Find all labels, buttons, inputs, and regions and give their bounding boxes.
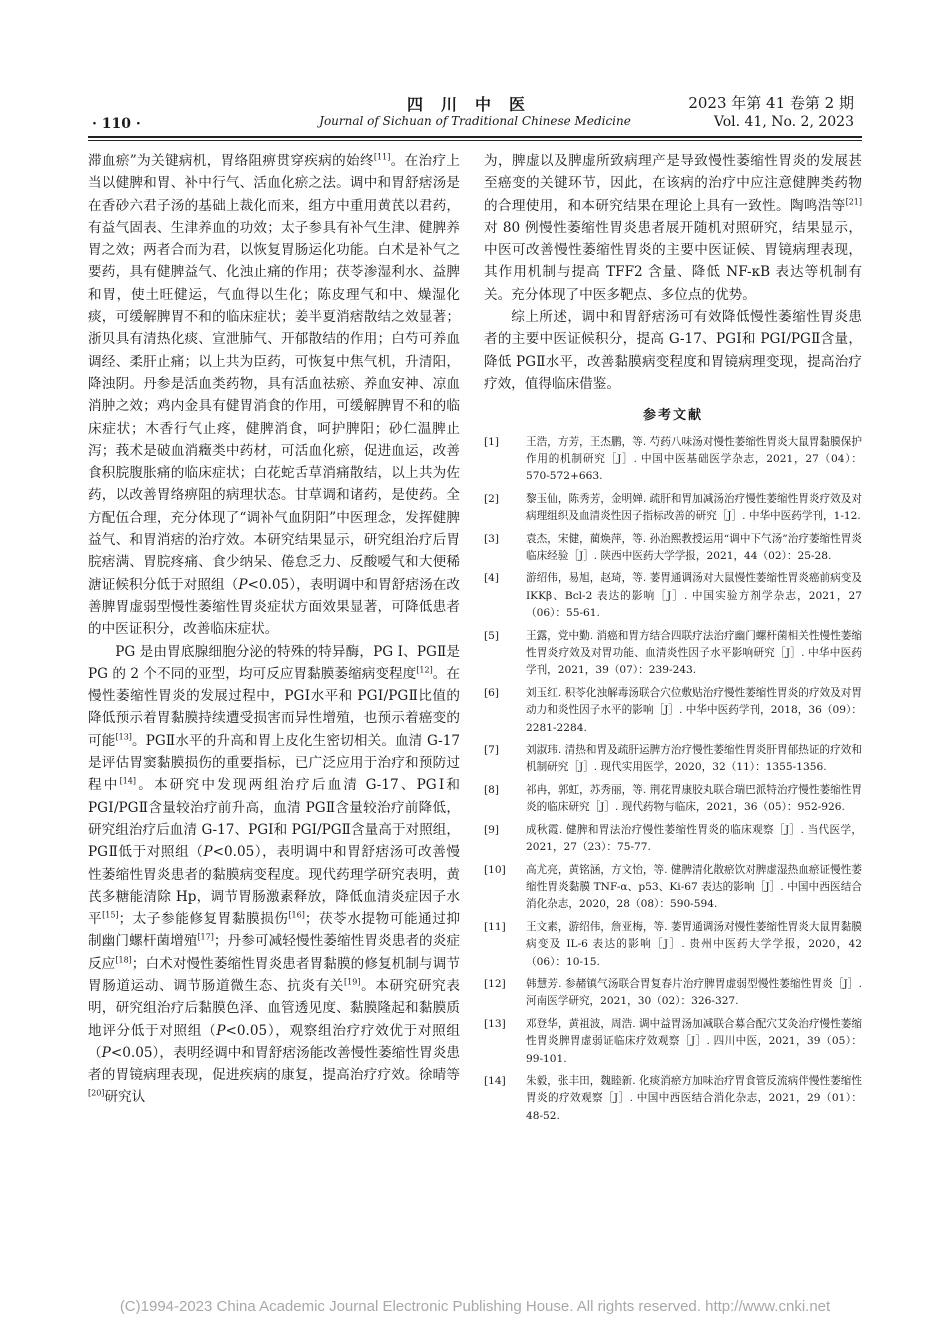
reference-text: 黎玉仙，陈秀芳，金明婵. 疏肝和胃加减汤治疗慢性萎缩性胃炎疗效及对病理组织及血清炎性因子指标改善的研究［J］. 中华中医药学刊，1-12. bbox=[526, 492, 862, 523]
reference-number: [11] bbox=[484, 920, 506, 933]
reference-number: [13] bbox=[484, 1017, 506, 1030]
reference-text: 王文素，游绍伟，詹亚梅，等. 萎胃通调汤对慢性萎缩性胃炎大鼠胃黏膜病变及 IL-6 表达的影响［J］. 贵州中医药大学学报，2020，42（06）：10-15. bbox=[526, 920, 862, 968]
reference-number: [8] bbox=[484, 783, 500, 796]
citation[interactable]: [13] bbox=[115, 732, 132, 742]
page-number: · 110 · bbox=[92, 116, 141, 132]
reference-number: [9] bbox=[484, 823, 500, 836]
reference-text: 袁杰，宋健，蔺焕萍，等. 孙治熙教授运用“调中下气汤”治疗萎缩性胃炎临床经验［J］. 陕西中医药大学学报，2021，44（02）：25-28. bbox=[526, 532, 862, 562]
reference-number: [5] bbox=[484, 629, 500, 642]
body-paragraph: PG 是由胃底腺细胞分泌的特殊的特异酶，PG Ⅰ、PGⅡ是 PG 的 2 个不同的亚型，均可反应胃黏膜萎缩病变程度[12]。在慢性萎缩性胃炎的发展过程中，PGⅠ水平和 PGⅠ/PGⅡ比值的降低预示着胃黏膜持续遭受损害而异性增殖，也预示着癌变的可能[13]。PGⅡ水平的升高和胃上皮化生密切相关。血清 G-17 是评估胃窦黏膜损伤的重要指标，已广泛应用于治疗和预防过程中[14]。本研究中发现两组治疗后血清 G-17、PGⅠ和 PGⅠ/PGⅡ含量较治疗前升高，血清 PGⅡ含量较治疗前降低，研究组治疗后血清 G-17、PGⅠ和 PGⅠ/PGⅡ含量高于对照组，PGⅡ低于对照组（P<0.05），表明调中和胃舒痞汤可改善慢性萎缩性胃炎患者的黏膜病变程度。现代药理学研究表明，黄芪多糖能清除 Hp，调节胃肠激素释放，降低血清炎症因子水平[15]；太子参能修复胃黏膜损伤[16]；茯苓水提物可能通过抑制幽门螺杆菌增殖[17]；丹参可减轻慢性萎缩性胃炎患者的炎症反应[18]；白术对慢性萎缩性胃炎患者胃黏膜的修复机制与调节胃肠道运动、调节肠道微生态、抗炎有关[19]。本研究研究表明，研究组治疗后黏膜色泽、血管透见度、黏膜隆起和黏膜质地评分低于对照组（P<0.05），观察组治疗疗效优于对照组（P<0.05），表明经调中和胃舒痞汤能改善慢性萎缩性胃炎患者的胃镜病理表现，促进疾病的康复，提高治疗疗效。徐晴等[20]研究认 bbox=[88, 643, 461, 1106]
reference-number: [12] bbox=[484, 977, 506, 990]
reference-item bbox=[484, 1016, 862, 1068]
right-column bbox=[484, 150, 862, 1130]
citation[interactable]: [15] bbox=[102, 910, 119, 920]
reference-item bbox=[484, 628, 862, 680]
reference-text: 成秋霞. 健脾和胃法治疗慢性萎缩性胃炎的临床观察［J］. 当代医学，2021，27（23）：75-77. bbox=[526, 823, 862, 854]
citation[interactable]: [21] bbox=[845, 197, 862, 207]
citation[interactable]: [20] bbox=[88, 1088, 105, 1098]
reference-item bbox=[484, 976, 862, 1011]
journal-title-en: Journal of Sichuan of Traditional Chinese Medicine bbox=[319, 114, 631, 128]
reference-text: 王露，党中勤. 消癌和胃方结合四联疗法治疗幽门螺杆菌相关性慢性萎缩性胃炎疗效及对胃功能、血清炎性因子水平影响研究［J］. 中华中医药学刊，2021，39（07）：239-243. bbox=[526, 629, 862, 677]
reference-text: 游绍伟，易旭，赵琦，等. 萎胃通调汤对大鼠慢性萎缩性胃炎癌前病变及 IKKβ、Bcl-2 表达的影响［J］. 中国实验方剂学杂志，2021，27（06）：55-61. bbox=[526, 572, 862, 620]
reference-number: [4] bbox=[484, 572, 500, 585]
reference-number: [3] bbox=[484, 532, 500, 545]
journal-title-cn: 四川中医 bbox=[406, 95, 543, 114]
reference-item bbox=[484, 742, 862, 777]
reference-number: [2] bbox=[484, 492, 500, 505]
reference-item bbox=[484, 822, 862, 857]
left-column bbox=[88, 150, 460, 1109]
citation[interactable]: [14] bbox=[119, 776, 136, 786]
citation[interactable]: [12] bbox=[416, 665, 433, 675]
citation[interactable]: [16] bbox=[288, 910, 305, 920]
header-rule-thick bbox=[88, 136, 862, 138]
reference-text: 祁冉，郭虹，苏秀丽，等. 荆花胃康胶丸联合瑞巴派特治疗慢性萎缩性胃炎的临床研究［J］. 现代药物与临床，2021，36（05）：952-926. bbox=[526, 783, 862, 814]
reference-text: 朱毅，张丰田，魏睦新. 化痰消瘀方加味治疗胃食管反流病伴慢性萎缩性胃炎的疗效观察［J］. 中国中西医结合消化杂志，2021，29（01）：48-52. bbox=[526, 1074, 862, 1122]
reference-number: [6] bbox=[484, 686, 500, 699]
reference-item bbox=[484, 531, 862, 566]
reference-item bbox=[484, 1073, 862, 1125]
issue-info-en: Vol. 41, No. 2, 2023 bbox=[713, 114, 854, 130]
reference-text: 刘玉红. 积苓化浊解毒汤联合穴位敷贴治疗慢性萎缩性胃炎的疗效及对胃动力和炎性因子水平的影响［J］. 中华中医药学刊，2018，36（09）：2281-2284. bbox=[526, 686, 862, 734]
header-rule-thin bbox=[88, 140, 862, 141]
citation[interactable]: [17] bbox=[197, 932, 214, 942]
reference-item bbox=[484, 570, 862, 622]
reference-number: [1] bbox=[484, 435, 500, 448]
references-heading: 参考文献 bbox=[642, 408, 703, 424]
citation[interactable]: [18] bbox=[115, 955, 132, 965]
reference-item bbox=[484, 919, 862, 971]
reference-item bbox=[484, 491, 862, 526]
issue-info-cn: 2023 年第 41 卷第 2 期 bbox=[688, 94, 854, 112]
citation[interactable]: [19] bbox=[344, 977, 361, 987]
reference-number: [14] bbox=[484, 1074, 506, 1087]
reference-item bbox=[484, 862, 862, 914]
reference-list bbox=[484, 434, 862, 1126]
body-paragraph: 为，脾虚以及脾虚所致病理产是导致慢性萎缩性胃炎的发展甚至癌变的关键环节，因此，在该病的治疗中应注意健脾类药物的合理使用，和本研究结果在理论上具有一致性。陶鸣浩等[21]对 80 例慢性萎缩性胃炎患者展开随机对照研究，结果显示，中医可改善慢性萎缩性胃炎的主要中医证候、胃镜病理表现，其作用机制与提高 TFF2 含量、降低 NF-κB 表达等机制有关。充分体现了中医多靶点、多位点的优势。 bbox=[484, 153, 862, 303]
body-paragraph: 滞血瘀”为关键病机，胃络阻痹贯穿疾病的始终[11]。在治疗上当以健脾和胃、补中行气、活血化瘀之法。调中和胃舒痞汤是在香砂六君子汤的基础上裁化而来，组方中重用黄芪以君药，有益气固表、生津养血的功效；太子参具有补气生津、健脾养胃之效；两者合而为君，以恢复胃肠运化功能。白术是补气之要药，具有健脾益气、化浊止痛的作用；茯苓渗湿利水、益脾和胃，使土旺健运，气血得以生化；陈皮理气和中、燥湿化痰，可缓解脾胃不和的临床症状；姜半夏消痞散结之效显著；浙贝具有清热化痰、宣泄肺气、开郁散结的作用；白芍可养血调经、柔肝止痛；以上共为臣药，可恢复中焦气机，升清阳，降浊阴。丹参是活血类药物，具有活血祛瘀、养血安神、凉血消肿之效；鸡内金具有健胃消食的作用，可缓解脾胃不和的临床症状；木香行气止疼，健脾消食，呵护脾阳；砂仁温脾止泻；莪术是破血消癥类中药材，可活血化瘀，促进血运，改善食积脘腹胀痛的临床症状；白花蛇舌草消痛散结，以上共为佐药，以改善胃络痹阻的病理状态。甘草调和诸药，是使药。全方配伍合理，充分体现了“调补气血阴阳”中医理念，发挥健脾益气、和胃消痞的治疗效。本研究结果显示，研究组治疗后胃脘痞满、胃脘疼痛、食少纳呆、倦怠乏力、反酸嗳气和大便稀溏证候积分低于对照组（P<0.05），表明调中和胃舒痞汤在改善脾胃虚弱型慢性萎缩性胃炎症状方面效果显著，可降低患者的中医证积分，改善临床症状。 bbox=[88, 152, 461, 638]
reference-item bbox=[484, 782, 862, 817]
reference-text: 高尤亮，黄铭涵，方文怡，等. 健脾清化散瘀饮对脾虚湿热血瘀证慢性萎缩性胃炎黏膜 TNF-α、p53、Ki-67 表达的影响［J］. 中国中西医结合消化杂志，2020，28（08）：590-594. bbox=[526, 863, 862, 911]
reference-item bbox=[484, 685, 862, 737]
reference-text: 邓登华，黄祖波，周浩. 调中益胃汤加减联合募合配穴艾灸治疗慢性萎缩性胃炎脾胃虚弱证临床疗效观察［J］. 四川中医，2021，39（05）：99-101. bbox=[526, 1017, 862, 1065]
reference-number: [7] bbox=[484, 744, 500, 757]
reference-number: [10] bbox=[484, 863, 506, 876]
reference-item bbox=[484, 434, 862, 486]
conclusion-paragraph: 综上所述，调中和胃舒痞汤可有效降低慢性萎缩性胃炎患者的主要中医证候积分，提高 G-17、PGⅠ和 PGⅠ/PGⅡ含量，降低 PGⅡ水平，改善黏膜病变程度和胃镜病理变现，提高治疗疗效，值得临床借鉴。 bbox=[484, 309, 862, 392]
copyright-footer: (C)1994-2023 China Academic Journal Electronic Publishing House. All rights reserved. http://www.cnki.net bbox=[119, 1298, 831, 1315]
reference-text: 刘淑玮. 清热和胃及疏肝运脾方治疗慢性萎缩性胃炎肝胃郁热证的疗效和机制研究［J］. 现代实用医学，2020，32（11）：1355-1356. bbox=[526, 744, 862, 774]
citation[interactable]: [11] bbox=[373, 152, 391, 162]
reference-text: 韩慧芳. 参赭镇气汤联合胃复春片治疗脾胃虚弱型慢性萎缩性胃炎［J］. 河南医学研究，2021，30（02）：326-327. bbox=[526, 977, 862, 1008]
reference-text: 王浩，方芳，王杰鹏，等. 芍药八味汤对慢性萎缩性胃炎大鼠胃黏膜保护作用的机制研究［J］. 中国中医基础医学杂志，2021，27（04）：570-572+663. bbox=[526, 435, 862, 483]
